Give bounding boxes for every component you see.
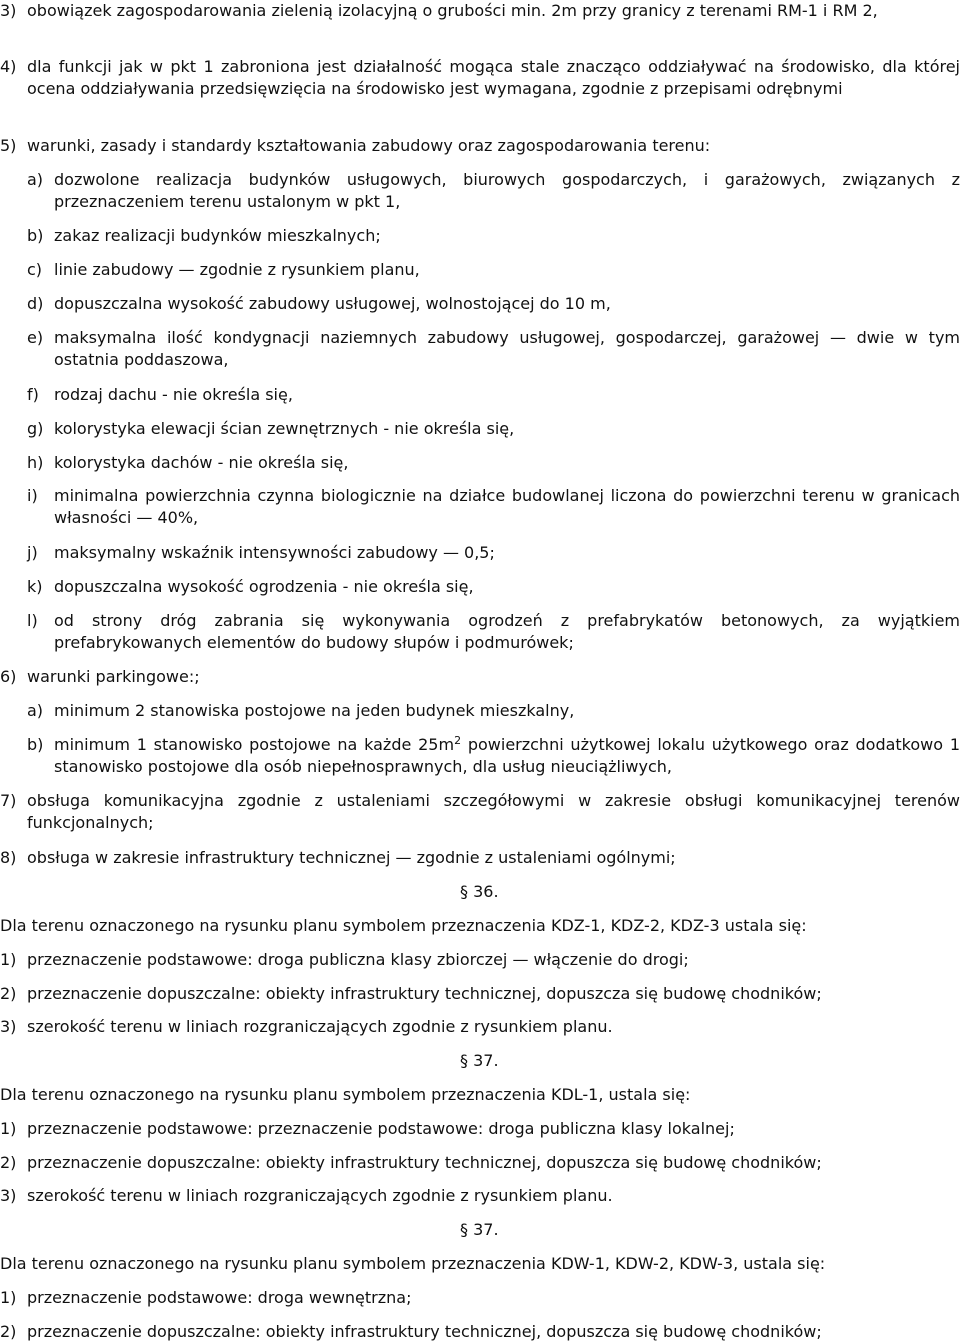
section-intro: Dla terenu oznaczonego na rysunku planu symbolem przeznaczenia KDL-1, ustala się: [0,1085,691,1104]
item-number: 2) [0,984,17,1003]
item-text: przeznaczenie dopuszczalne: obiekty infrastruktury technicznej, dopuszcza się budowę chodników; [27,984,822,1003]
sub-list-item [27,452,960,474]
item-letter: i) [27,486,38,505]
sub-list-item [27,327,960,371]
item-text: maksymalna ilość kondygnacji naziemnych zabudowy usługowej, gospodarczej, garażowej — dwie w tym ostatnia poddaszowa, [54,328,960,369]
item-number: 4) [0,57,17,76]
item-text: przeznaczenie podstawowe: droga wewnętrzna; [27,1288,412,1307]
list-item [0,1321,960,1343]
item-number: 3) [0,1017,17,1036]
sub-list-item [27,576,960,598]
sub-list-item [27,169,960,213]
list-item [0,847,960,869]
item-text: dla funkcji jak w pkt 1 zabroniona jest działalność mogąca stale znacząco oddziaływać na środowisko, dla której ocena oddziaływania przedsięwzięcia na środowisko jest wymagana, zgodnie z przepisami odrębnymi [27,57,960,98]
superscript: 2 [454,734,462,747]
item-number: 5) [0,136,17,155]
list-item [0,1287,960,1309]
item-letter: f) [27,385,39,404]
item-text: warunki parkingowe:; [27,667,200,686]
sub-list-item [27,259,960,281]
list-item [0,666,960,688]
sub-list-item [27,384,960,406]
list-item [0,790,960,834]
section-heading: § 37. [460,1220,499,1239]
item-number: 1) [0,1119,17,1138]
item-text: minimum 2 stanowiska postojowe na jeden budynek mieszkalny, [54,701,575,720]
item-letter: a) [27,701,44,720]
item-letter: g) [27,419,44,438]
item-number: 3) [0,1,17,20]
item-text: od strony dróg zabrania się wykonywania ogrodzeń z prefabrykatów betonowych, za wyjątkiem prefabrykowanych elementów do budowy słupów i podmurówek; [54,611,960,652]
sub-list-item [27,485,960,529]
item-text: minimalna powierzchnia czynna biologicznie na działce budowlanej liczona do powierzchni terenu w granicach własności — 40%, [54,486,960,527]
item-number: 1) [0,950,17,969]
item-text: obsługa w zakresie infrastruktury technicznej — zgodnie z ustaleniami ogólnymi; [27,848,676,867]
list-item [0,1118,960,1140]
sub-list-item [27,225,960,247]
item-number: 3) [0,1186,17,1205]
item-number: 7) [0,791,17,810]
section-heading: § 37. [460,1051,499,1070]
item-letter: c) [27,260,43,279]
item-letter: d) [27,294,44,313]
item-text: przeznaczenie podstawowe: droga publiczna klasy zbiorczej — włączenie do drogi; [27,950,689,969]
list-item [0,1152,960,1174]
list-item [0,1016,960,1038]
sub-list-item [27,734,960,778]
item-text: szerokość terenu w liniach rozgraniczających zgodnie z rysunkiem planu. [27,1186,613,1205]
item-text: przeznaczenie podstawowe: przeznaczenie podstawowe: droga publiczna klasy lokalnej; [27,1119,735,1138]
list-item [0,0,960,22]
item-number: 1) [0,1288,17,1307]
section-intro: Dla terenu oznaczonego na rysunku planu symbolem przeznaczenia KDZ-1, KDZ-2, KDZ-3 ustala się: [0,916,807,935]
item-text: linie zabudowy — zgodnie z rysunkiem planu, [54,260,420,279]
item-letter: e) [27,328,44,347]
item-text: dopuszczalna wysokość ogrodzenia - nie określa się, [54,577,474,596]
sub-list-item [27,293,960,315]
item-number: 6) [0,667,17,686]
item-letter: k) [27,577,43,596]
item-letter: a) [27,170,44,189]
item-letter: h) [27,453,44,472]
item-text: przeznaczenie dopuszczalne: obiekty infrastruktury technicznej, dopuszcza się budowę chodników; [27,1322,822,1341]
item-text: obowiązek zagospodarowania zielenią izolacyjną o grubości min. 2m przy granicy z terenami RM-1 i RM 2, [27,1,878,20]
item-text: kolorystyka elewacji ścian zewnętrznych - nie określa się, [54,419,515,438]
item-text: zakaz realizacji budynków mieszkalnych; [54,226,381,245]
item-letter: b) [27,735,44,754]
item-number: 2) [0,1322,17,1341]
sub-list-item [27,610,960,654]
list-item [0,1185,960,1207]
item-text-part: powierzchni użytkowej lokalu użytkowego oraz dodatkowo 1 stanowisko postojowe dla osób niepełnosprawnych, dla usług nieuciążliwych, [54,735,960,776]
item-letter: b) [27,226,44,245]
list-item [0,56,960,100]
item-text: dozwolone realizacja budynków usługowych, biurowych gospodarczych, i garażowych, związanych z przeznaczeniem terenu ustalonym w pkt 1, [54,170,960,211]
item-text: obsługa komunikacyjna zgodnie z ustaleniami szczegółowymi w zakresie obsługi komunikacyjnej terenów funkcjonalnych; [27,791,960,832]
item-letter: l) [27,611,38,630]
list-item [0,983,960,1005]
item-text: warunki, zasady i standardy kształtowania zabudowy oraz zagospodarowania terenu: [27,136,711,155]
sub-list-item [27,418,960,440]
item-text: maksymalny wskaźnik intensywności zabudowy — 0,5; [54,543,495,562]
item-number: 2) [0,1153,17,1172]
sub-list-item [27,700,960,722]
item-text: szerokość terenu w liniach rozgraniczających zgodnie z rysunkiem planu. [27,1017,613,1036]
item-text-part: minimum 1 stanowisko postojowe na każde 25m [54,735,455,754]
item-text: kolorystyka dachów - nie określa się, [54,453,349,472]
sub-list-item [27,542,960,564]
list-item [0,949,960,971]
item-number: 8) [0,848,17,867]
section-heading: § 36. [460,882,499,901]
item-text: rodzaj dachu - nie określa się, [54,385,293,404]
item-text: przeznaczenie dopuszczalne: obiekty infrastruktury technicznej, dopuszcza się budowę chodników; [27,1153,822,1172]
item-text [27,734,960,778]
item-text: dopuszczalna wysokość zabudowy usługowej, wolnostojącej do 10 m, [54,294,611,313]
section-intro: Dla terenu oznaczonego na rysunku planu symbolem przeznaczenia KDW-1, KDW-2, KDW-3, ustala się: [0,1254,826,1273]
item-letter: j) [27,543,38,562]
list-item [0,135,960,157]
